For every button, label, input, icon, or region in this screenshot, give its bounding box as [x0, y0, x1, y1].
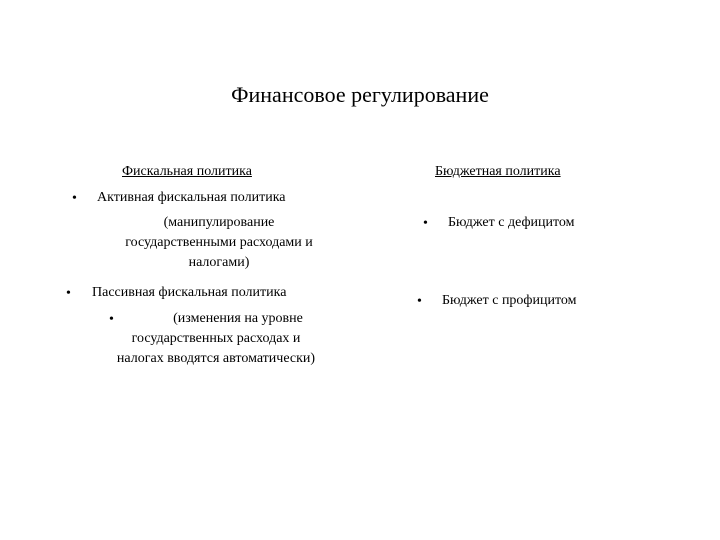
surplus-budget-label: Бюджет с профицитом	[442, 293, 577, 308]
active-fiscal-policy-label: Активная фискальная политика	[97, 190, 286, 205]
bullet-icon: •	[423, 216, 428, 231]
passive-fiscal-policy-label: Пассивная фискальная политика	[92, 285, 287, 300]
detail-line: налогами)	[188, 255, 250, 270]
budget-policy-heading: Бюджетная политика	[435, 164, 561, 179]
passive-fiscal-policy-detail	[84, 308, 348, 370]
sub-bullet-icon: •	[109, 312, 114, 327]
detail-line: налогах вводятся автоматически)	[116, 351, 316, 366]
deficit-budget-label: Бюджет с дефицитом	[448, 215, 575, 230]
bullet-icon: •	[66, 286, 71, 301]
detail-line: (манипулирование	[163, 215, 275, 230]
bullet-icon: •	[417, 294, 422, 309]
slide-title: Финансовое регулирование	[231, 82, 489, 107]
detail-line: государственных расходах и	[131, 331, 301, 346]
detail-line: (изменения на уровне	[173, 311, 303, 326]
bullet-icon: •	[72, 191, 77, 206]
fiscal-policy-heading: Фискальная политика	[122, 164, 252, 179]
active-fiscal-policy-detail	[88, 212, 350, 274]
detail-line: государственными расходами и	[125, 235, 313, 250]
